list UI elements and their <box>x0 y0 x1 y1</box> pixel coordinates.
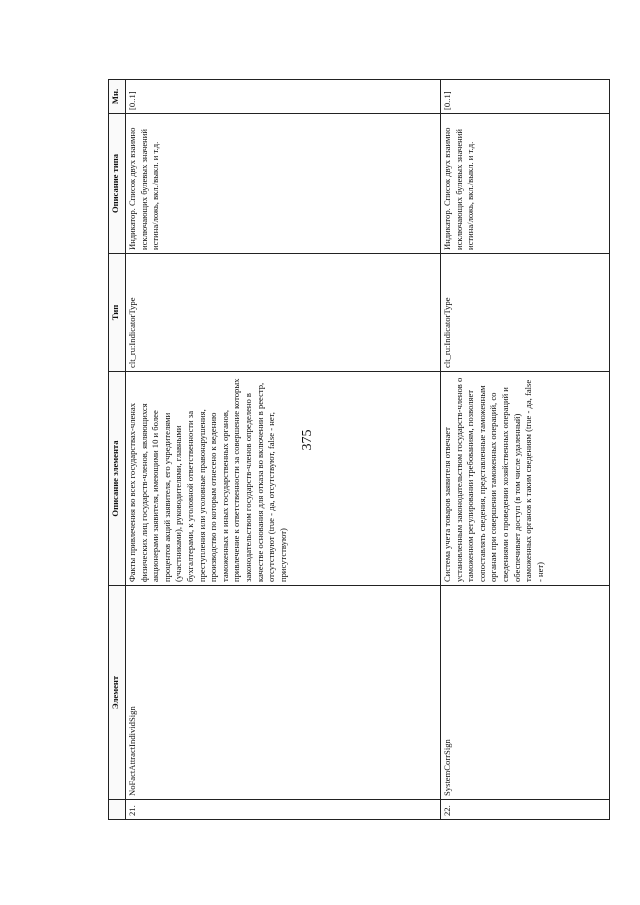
rotated-table-container <box>108 80 618 820</box>
element-name: SystemCorrSign <box>441 586 610 800</box>
header-element: Элемент <box>109 586 126 800</box>
type-description: Индикатор. Список двух взаимно исключающих булевых значений истина/ложь, вкл./выкл. и т.д. <box>441 114 610 254</box>
element-description: Система учета товаров заявителя отвечает установленным законодательством государств-членов о таможенном регулировании требованиям, позволяет сопоставлять сведения, представленные таможенным органам при совершении таможенных операций, со сведениями о проведении хозяйственных операций и обеспечивает доступ (в том числе удаленный) таможенных органов к таким сведениям (true - да, false - нет) <box>441 372 610 586</box>
row-number: 22. <box>441 800 610 820</box>
table-row <box>441 80 610 820</box>
element-description: Факты привлечения во всех государствах-членах физических лиц государств-членов, являющихся акционерами заявителя, имеющими 10 и более процентов акций заявителя, его учредителями (участниками), руководителями, главными бухгалтерами, к уголовной ответственности за преступления или уголовные правонарушения, производство по которым отнесено к ведению таможенных и иных государственных органов, привлечение к ответственности за совершение которых законодательством государств-членов определено в качестве основания для отказа во включении в реестр, отсутствуют (true - да, отсутствуют, false - нет, присутствуют) <box>126 372 441 586</box>
header-type: Тип <box>109 254 126 372</box>
element-type: clt_ru:IndicatorType <box>126 254 441 372</box>
multiplicity: [0..1] <box>126 80 441 114</box>
header-type-description: Описание типа <box>109 114 126 254</box>
multiplicity: [0..1] <box>441 80 610 114</box>
element-name: NoFactAttractIndividSign <box>126 586 441 800</box>
page-number: 375 <box>300 429 315 451</box>
header-element-description: Описание элемента <box>109 372 126 586</box>
table-row <box>126 80 441 820</box>
type-description: Индикатор. Список двух взаимно исключающих булевых значений истина/ложь, вкл./выкл. и т.д. <box>126 114 441 254</box>
table-header-row <box>109 80 126 820</box>
header-multiplicity: Мн. <box>109 80 126 114</box>
elements-table <box>108 79 610 820</box>
header-num <box>109 800 126 820</box>
row-number: 21. <box>126 800 441 820</box>
element-type: clt_ru:IndicatorType <box>441 254 610 372</box>
